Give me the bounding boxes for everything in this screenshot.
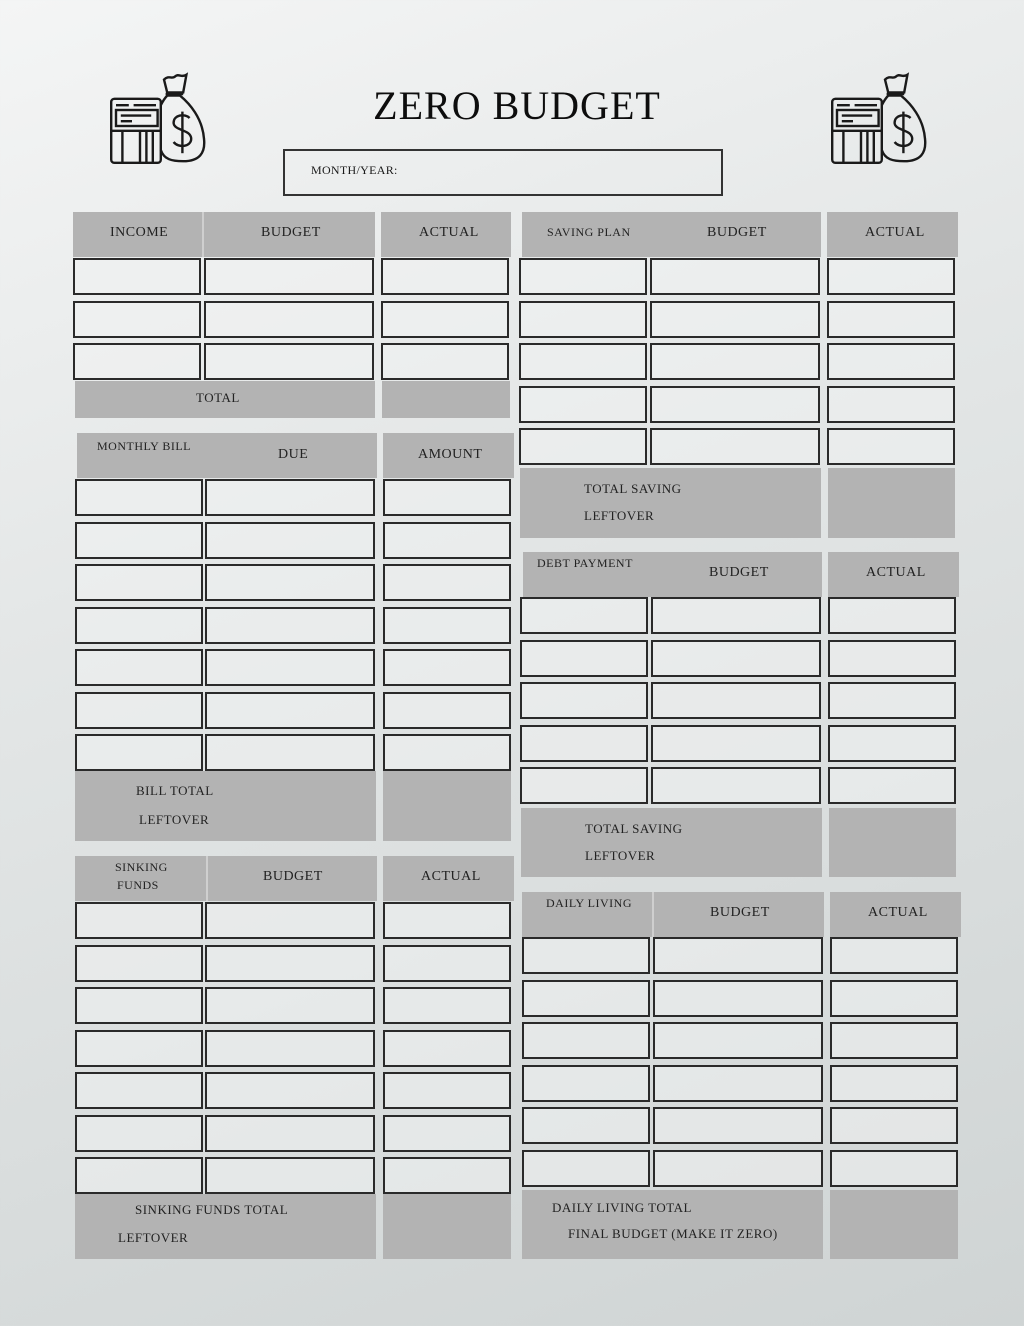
budget-col-label: BUDGET: [707, 225, 767, 240]
daily-total-value[interactable]: [830, 1190, 958, 1259]
budget-col-label: BUDGET: [263, 869, 323, 884]
saving-plan-category-cell[interactable]: [519, 428, 647, 465]
sinking-total-row: [75, 1194, 376, 1259]
income-header: [73, 212, 375, 257]
monthly-bill-category-cell[interactable]: [75, 607, 203, 644]
sinking-leftover-label: LEFTOVER: [118, 1230, 189, 1245]
income-actual-cell[interactable]: [381, 258, 509, 295]
bill-total-value[interactable]: [383, 771, 511, 841]
saving-plan-actual-cell[interactable]: [827, 428, 955, 465]
saving-total-row: [520, 468, 821, 538]
sinking-funds-actual-cell[interactable]: [383, 1030, 511, 1067]
daily-total-row: [522, 1190, 823, 1259]
budget-col-label: BUDGET: [709, 565, 769, 580]
month-year-field[interactable]: [283, 149, 723, 196]
income-actual-cell[interactable]: [381, 343, 509, 380]
bill-total-label: BILL TOTAL: [136, 783, 214, 798]
daily-living-budget-cell[interactable]: [653, 980, 823, 1017]
daily-living-actual-cell[interactable]: [830, 980, 958, 1017]
saving-plan-header: [522, 212, 821, 257]
monthly-bill-actual-cell[interactable]: [383, 649, 511, 686]
income-budget-cell[interactable]: [204, 343, 374, 380]
saving-plan-budget-cell[interactable]: [650, 343, 820, 380]
daily-living-budget-cell[interactable]: [653, 937, 823, 974]
sinking-funds-actual-cell[interactable]: [383, 1072, 511, 1109]
debt-payment-budget-cell[interactable]: [651, 682, 821, 719]
sinking-funds-category-cell[interactable]: [75, 987, 203, 1024]
monthly-bill-actual-cell[interactable]: [383, 734, 511, 771]
monthly-bill-budget-cell[interactable]: [205, 692, 375, 729]
monthly-bill-actual-cell[interactable]: [383, 522, 511, 559]
saving-plan-category-cell[interactable]: [519, 301, 647, 338]
sinking-funds-budget-cell[interactable]: [205, 1157, 375, 1194]
saving-plan-category-cell[interactable]: [519, 343, 647, 380]
saving-total-label: TOTAL SAVING: [584, 481, 682, 496]
monthly-bill-category-cell[interactable]: [75, 522, 203, 559]
monthly-bill-category-cell[interactable]: [75, 564, 203, 601]
daily-total-label: DAILY LIVING TOTAL: [552, 1200, 693, 1215]
sinking-funds-budget-cell[interactable]: [205, 902, 375, 939]
saving-plan-category-cell[interactable]: [519, 386, 647, 423]
debt-payment-category-cell[interactable]: [520, 682, 648, 719]
monthly-bill-category-cell[interactable]: [75, 649, 203, 686]
actual-col-label: ACTUAL: [868, 905, 928, 920]
sinking-col-label-line1: SINKING: [115, 860, 168, 874]
sinking-funds-actual-cell[interactable]: [383, 902, 511, 939]
daily-living-actual-cell[interactable]: [830, 1022, 958, 1059]
monthly-bill-header: [77, 433, 377, 478]
daily-living-actual-header: [830, 892, 961, 937]
actual-col-label: ACTUAL: [419, 225, 479, 240]
sinking-funds-budget-cell[interactable]: [205, 1030, 375, 1067]
debt-payment-actual-cell[interactable]: [828, 597, 956, 634]
sinking-funds-actual-cell[interactable]: [383, 1115, 511, 1152]
debt-payment-header: [523, 552, 822, 597]
amount-col-label: AMOUNT: [418, 447, 483, 462]
debt-payment-actual-cell[interactable]: [828, 640, 956, 677]
income-budget-cell[interactable]: [204, 258, 374, 295]
saving-total-value[interactable]: [828, 468, 955, 538]
monthly-bill-category-cell[interactable]: [75, 692, 203, 729]
monthly-bill-col-label: MONTHLY BILL: [97, 439, 192, 453]
daily-living-actual-cell[interactable]: [830, 1107, 958, 1144]
saving-plan-budget-cell[interactable]: [650, 386, 820, 423]
saving-plan-category-cell[interactable]: [519, 258, 647, 295]
saving-plan-budget-cell[interactable]: [650, 301, 820, 338]
debt-payment-category-cell[interactable]: [520, 725, 648, 762]
daily-living-budget-cell[interactable]: [653, 1107, 823, 1144]
sinking-funds-budget-cell[interactable]: [205, 1072, 375, 1109]
debt-payment-budget-cell[interactable]: [651, 597, 821, 634]
sinking-col-label-line2: FUNDS: [117, 878, 159, 892]
daily-living-budget-cell[interactable]: [653, 1065, 823, 1102]
sinking-funds-actual-cell[interactable]: [383, 1157, 511, 1194]
income-category-cell[interactable]: [73, 301, 201, 338]
sinking-funds-category-cell[interactable]: [75, 902, 203, 939]
month-year-label: MONTH/YEAR:: [311, 163, 398, 177]
income-budget-cell[interactable]: [204, 301, 374, 338]
monthly-bill-actual-cell[interactable]: [383, 479, 511, 516]
daily-living-category-cell[interactable]: [522, 937, 650, 974]
monthly-bill-actual-cell[interactable]: [383, 692, 511, 729]
monthly-bill-actual-cell[interactable]: [383, 607, 511, 644]
budget-col-label: BUDGET: [710, 905, 770, 920]
daily-living-header: [522, 892, 824, 937]
saving-plan-actual-header: [827, 212, 958, 257]
debt-payment-category-cell[interactable]: [520, 597, 648, 634]
daily-living-budget-cell[interactable]: [653, 1150, 823, 1187]
monthly-bill-budget-cell[interactable]: [205, 649, 375, 686]
daily-living-category-cell[interactable]: [522, 1107, 650, 1144]
saving-plan-actual-cell[interactable]: [827, 343, 955, 380]
monthly-bill-budget-cell[interactable]: [205, 479, 375, 516]
monthly-bill-category-cell[interactable]: [75, 479, 203, 516]
bill-leftover-label: LEFTOVER: [139, 812, 210, 827]
sinking-funds-actual-cell[interactable]: [383, 945, 511, 982]
sinking-total-value[interactable]: [383, 1194, 511, 1259]
sinking-funds-header: [75, 856, 377, 901]
income-total-value[interactable]: [382, 381, 510, 418]
monthly-bill-amount-header: [383, 433, 514, 478]
debt-payment-actual-header: [828, 552, 959, 597]
debt-payment-budget-cell[interactable]: [651, 640, 821, 677]
monthly-bill-budget-cell[interactable]: [205, 734, 375, 771]
debt-payment-actual-cell[interactable]: [828, 725, 956, 762]
debt-total-row: [521, 808, 822, 877]
daily-living-actual-cell[interactable]: [830, 937, 958, 974]
actual-col-label: ACTUAL: [865, 225, 925, 240]
income-total-label: TOTAL: [196, 390, 240, 405]
sinking-funds-actual-cell[interactable]: [383, 987, 511, 1024]
daily-living-category-cell[interactable]: [522, 1022, 650, 1059]
sinking-funds-budget-cell[interactable]: [205, 987, 375, 1024]
income-category-cell[interactable]: [73, 258, 201, 295]
debt-payment-budget-cell[interactable]: [651, 725, 821, 762]
debt-total-label: TOTAL SAVING: [585, 821, 683, 836]
debt-leftover-label: LEFTOVER: [585, 848, 656, 863]
sinking-funds-budget-cell[interactable]: [205, 1115, 375, 1152]
income-actual-header: [381, 212, 511, 257]
sinking-funds-category-cell[interactable]: [75, 1115, 203, 1152]
due-col-label: DUE: [278, 447, 309, 462]
daily-living-category-cell[interactable]: [522, 1150, 650, 1187]
daily-living-actual-cell[interactable]: [830, 1150, 958, 1187]
sinking-funds-actual-header: [383, 856, 514, 901]
monthly-bill-category-cell[interactable]: [75, 734, 203, 771]
income-category-cell[interactable]: [73, 343, 201, 380]
daily-living-actual-cell[interactable]: [830, 1065, 958, 1102]
actual-col-label: ACTUAL: [866, 565, 926, 580]
sinking-funds-budget-cell[interactable]: [205, 945, 375, 982]
debt-total-value[interactable]: [829, 808, 956, 877]
monthly-bill-actual-cell[interactable]: [383, 564, 511, 601]
debt-payment-actual-cell[interactable]: [828, 682, 956, 719]
income-actual-cell[interactable]: [381, 301, 509, 338]
budget-col-label: BUDGET: [261, 225, 321, 240]
saving-plan-actual-cell[interactable]: [827, 258, 955, 295]
actual-col-label: ACTUAL: [421, 869, 481, 884]
sinking-funds-category-cell[interactable]: [75, 945, 203, 982]
sinking-funds-category-cell[interactable]: [75, 1157, 203, 1194]
income-total-row: [75, 381, 375, 418]
saving-plan-budget-cell[interactable]: [650, 428, 820, 465]
debt-payment-actual-cell[interactable]: [828, 767, 956, 804]
debt-payment-category-cell[interactable]: [520, 640, 648, 677]
income-col-label: INCOME: [110, 225, 169, 240]
sinking-funds-category-cell[interactable]: [75, 1072, 203, 1109]
saving-plan-actual-cell[interactable]: [827, 301, 955, 338]
final-budget-label: FINAL BUDGET (MAKE IT ZERO): [568, 1226, 778, 1241]
bill-total-row: [75, 771, 376, 841]
saving-plan-actual-cell[interactable]: [827, 386, 955, 423]
daily-living-col-label: DAILY LIVING: [546, 896, 632, 910]
daily-living-category-cell[interactable]: [522, 980, 650, 1017]
monthly-bill-budget-cell[interactable]: [205, 522, 375, 559]
debt-payment-budget-cell[interactable]: [651, 767, 821, 804]
saving-plan-col-label: SAVING PLAN: [547, 225, 631, 239]
monthly-bill-budget-cell[interactable]: [205, 564, 375, 601]
monthly-bill-budget-cell[interactable]: [205, 607, 375, 644]
daily-living-category-cell[interactable]: [522, 1065, 650, 1102]
debt-payment-col-label: DEBT PAYMENT: [537, 556, 633, 570]
page-title: ZERO BUDGET: [373, 83, 661, 128]
saving-plan-budget-cell[interactable]: [650, 258, 820, 295]
saving-leftover-label: LEFTOVER: [584, 508, 655, 523]
debt-payment-category-cell[interactable]: [520, 767, 648, 804]
sinking-funds-category-cell[interactable]: [75, 1030, 203, 1067]
daily-living-budget-cell[interactable]: [653, 1022, 823, 1059]
sinking-total-label: SINKING FUNDS TOTAL: [135, 1202, 289, 1217]
